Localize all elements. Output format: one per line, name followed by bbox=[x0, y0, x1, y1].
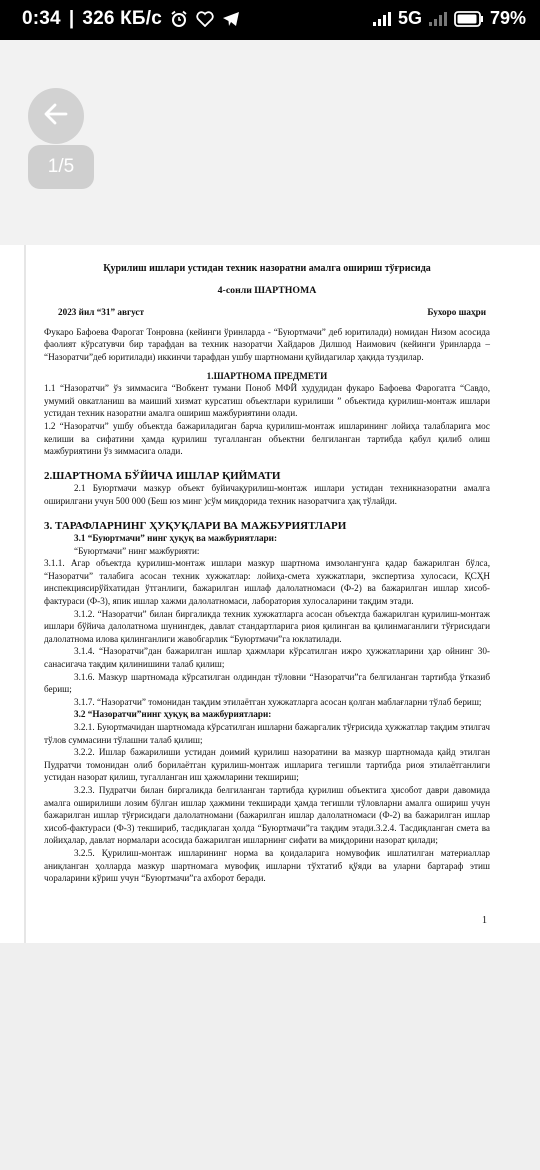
status-right bbox=[372, 8, 526, 29]
parties-paragraph: Фукаро Бафоева Фарогат Тонровна (кейинги ўринларда - “Буюртмачи” деб юритилади) номидан Низом асосида фаолият кўрсатувчи бир тарафдан ва техник назоратчи Хайдаров Дилшод Наимович (кейинги ўринларда – “Назоратчи”деб юритилади) иккинчи тарафдан ушбу шартномани қуйидагилар ҳақида туздилар. bbox=[44, 326, 490, 362]
clause-3-2-2: 3.2.2. Ишлар бажарилиши устидан доимий қурилиш назоратини ва мазкур шартномада қайд этилган Пудратчи томонидан олиб борилаётган қурилиш-монтаж ишларига тегишли тартибда риоя этилаётганлиги устидан назорат қилиш, тугалланган иш ҳажмларини текшириш; bbox=[44, 747, 490, 783]
clause-3-2-1: 3.2.1. Буюртмачидан шартномада кўрсатилган ишларни бажаргалик тўғрисида ҳужжатлар тақдим этилгач тўлов суммасини тўлашни талаб қилиш; bbox=[44, 722, 490, 745]
clause-3-2-5: 3.2.5. Қурилиш-монтаж ишларининг норма ва қоидаларига номувофик ишлатилган материаллар аниқланган ҳолларда мазкур шартномага мувофиқ ишларни тўхтатиб қўяди ва уларни бартараф этиш чораларини кўриш учун “Буюртмачи”га ахборот беради. bbox=[44, 847, 490, 884]
clause-3-2-3: 3.2.3. Пудратчи билан биргаликда белгиланган тартибда қурилиш объектига ҳисобот даври давомида амалга оширилиши лозим бўлган ишлар ҳажмини текширади ҳамда тегишли тўловларни амалга ошириш учун бажарилган ишлар тўғрисидаги далолатномани (бажарилган ишлар далолатномаси (Ф-2) ва бажарилган ишлар хисоб-фактураси (Ф-3) текшириб, тасдиқлаган ҳолда “Буюртмачи”га тақдим этади.3.2.4. Тасдиқланган смета ва лойиҳалар, давлат нормалари асосида бажарилган ишларнинг сифати ва миқдорини назорат қилади; bbox=[44, 784, 490, 846]
clause-3-1-7: 3.1.7. “Назоратчи” томонидан тақдим этилаётган хужжатларга асосан қолган маблағларни тўлаб бериш; bbox=[74, 696, 482, 707]
telegram-icon bbox=[222, 11, 240, 27]
clause-3-1-4: 3.1.4. “Назоратчи”дан бажарилган ишлар ҳажмлари кўрсатилган ижро ҳужжатларини ҳар ойнинг 30-санасигача тақдим қилинишини талаб қилиш; bbox=[44, 646, 490, 670]
scan-edge bbox=[24, 245, 26, 943]
section-3-1-subtitle: “Буюртмачи” нинг мажбурияти: bbox=[74, 545, 200, 556]
clause-3-1-6: 3.1.6. Мазкур шартномада кўрсатилган олдиндан тўловни “Назоратчи”га белгиланган тартибда ўтказиб бериш; bbox=[44, 671, 490, 695]
status-speed: 326 КБ/с bbox=[82, 8, 163, 29]
contract-title: 4-сонли ШАРТНОМА bbox=[217, 284, 317, 296]
section-2-title: 2.ШАРТНОМА БЎЙИЧА ИШЛАР ҚИЙМАТИ bbox=[44, 469, 281, 482]
contract-city: Бухоро шаҳри bbox=[427, 307, 486, 318]
document-body bbox=[44, 263, 490, 885]
document-page[interactable] bbox=[0, 245, 540, 943]
clause-3-1-1: 3.1.1. Агар объектда қурилиш-монтаж ишлари мазкур шартнома имзолангунга қадар бажарилган бўлса, “Назоратчи” талабига асосан техник хужжатлар: лойиҳа-смета хужжатлари, экспертиза хулосаси, ҚСҲН инспекциясирўйхатидан ўтганлиги, бажарилган ишлаф далолатномаси (Ф-2) ва бажарилган ишлар хисоб-фактураси (Ф-3), япик ишлар хажми далолатномаси, лаборатория хулосаларини тақдим этади. bbox=[44, 558, 490, 607]
date-city-row bbox=[44, 306, 490, 319]
arrow-left-icon bbox=[42, 100, 70, 133]
contract-date: 2023 йил “31” август bbox=[58, 307, 145, 318]
section-3-2-title: 3.2 “Назоратчи”нинг ҳуқуқ ва мажбуриятлари: bbox=[74, 709, 272, 720]
page-indicator: 1/5 bbox=[28, 145, 94, 189]
status-time: 0:34 bbox=[22, 8, 61, 29]
status-divider: | bbox=[68, 8, 75, 29]
signal-icon bbox=[372, 11, 392, 27]
battery-icon bbox=[454, 11, 484, 27]
viewer-header bbox=[0, 40, 540, 245]
section-1-title: 1.ШАРТНОМА ПРЕДМЕТИ bbox=[206, 370, 328, 381]
doc-heading: Қурилиш ишлари устидан техник назоратни амалга ошириш тўғрисида bbox=[103, 263, 431, 274]
alarm-icon bbox=[170, 10, 188, 28]
signal-icon-secondary bbox=[428, 11, 448, 27]
heart-icon bbox=[196, 11, 214, 27]
clause-3-1-2: 3.1.2. “Назоратчи” билан биргаликда техник хужжатларга асосан объектда бажарилган қурилиш-монтаж ишлари бўйича далолатнома шунингдек, давлат стандартларига риоя қилинган ва қилинмаганлиги тўғрисидаги далолатнома илова қилинганлиги жавобгарлик “Буюртмачи”га юклатилади. bbox=[44, 608, 490, 644]
viewer-background bbox=[0, 943, 540, 1170]
status-bar bbox=[0, 0, 540, 40]
clause-1-2: 1.2 “Назоратчи” ушбу объектда бажариладиган барча қурилиш-монтаж ишларининг лойиҳа талабларига мос келиши ва сифатини ҳамда қурилиш тугалланган объектни белгиланган тартибда қабул қилиб олиш мажбуриятини ўз зиммасига олади. bbox=[44, 420, 490, 457]
battery-percent: 79% bbox=[489, 8, 526, 28]
back-button[interactable] bbox=[28, 88, 84, 144]
clause-2-1: 2.1 Буюртмачи мазкур объект буйичақурилиш-монтаж ишлари устидан техникназоратни амалга оширилгани учун 500 000 (Беш юз минг )сўм миқдорида техник назоратчига ҳақ тўлайди. bbox=[44, 483, 490, 506]
page-number: 1 bbox=[482, 915, 487, 926]
section-3-title: 3. ТАРАФЛАРНИНГ ҲУҚУҚЛАРИ ВА МАЖБУРИЯТЛАРИ bbox=[44, 519, 347, 532]
clause-1-1: 1.1 “Назоратчи” ўз зиммасига “Вобкент тумани Поноб МФЙ худудидан фукаро Бафоева Фарогатга “Савдо, умумий овкатланиш ва маиший хизмат курсатиш объектлари курилиши ” объектида қурилиш-монтаж ишлари устидан техник назоратни амалга ошириш мажбуриятини олади. bbox=[44, 383, 490, 419]
status-left bbox=[22, 8, 240, 30]
section-3-1-title: 3.1 “Буюртмачи” нинг ҳуқуқ ва мажбуриятлари: bbox=[74, 533, 278, 544]
network-label: 5G bbox=[397, 8, 422, 28]
